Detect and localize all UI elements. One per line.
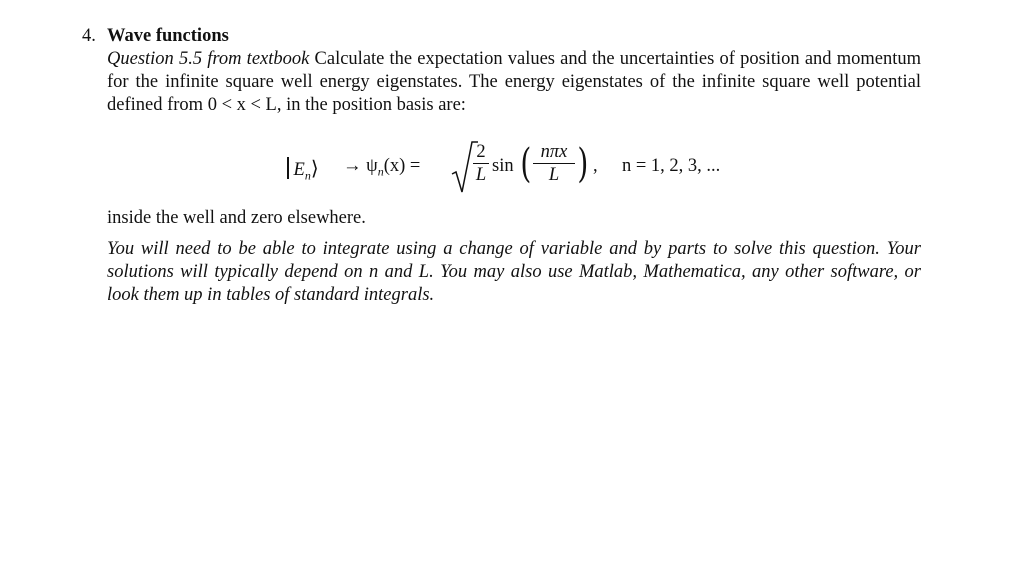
equation-psi: → $\psi_n(x)$ = [343, 156, 421, 179]
sin-function: sin [492, 156, 514, 176]
right-paren: ) [577, 141, 589, 187]
after-equation-text: inside the well and zero elsewhere. [107, 208, 366, 228]
intro-text: Calculate the expectation values and the uncertainties of position and momentum for the infinite square well energy eigenstates. The energy eigenstates of the infinite square well potential defined from [107, 49, 921, 115]
quantum-number-condition: n = 1, 2, 3, ... [622, 156, 721, 176]
problem-heading [82, 24, 229, 48]
problem-source: Question 5.5 from textbook [107, 49, 310, 69]
sin-argument-fraction: nπx L [533, 142, 575, 185]
left-paren: ( [520, 141, 532, 187]
problem-number: 4. [82, 26, 96, 46]
intro-end: , in the position basis are: [276, 95, 466, 115]
sqrt-fraction: 2 L [473, 142, 489, 185]
eigenstate-equation [0, 138, 1024, 198]
hint-note: You will need to be able to integrate using a change of variable and by parts to solve this question. Your solutions will typically depend on n and L. You may also use Matlab, Mathematica, any other software, or look them up in tables of standard integrals. [107, 239, 921, 305]
range-expression: 0 < x < L [207, 95, 277, 115]
problem-title: Wave functions [107, 26, 229, 46]
equation-ket: $E_n⟩$ [287, 156, 319, 184]
problem-intro [107, 48, 921, 117]
equation-comma: , [593, 156, 598, 176]
